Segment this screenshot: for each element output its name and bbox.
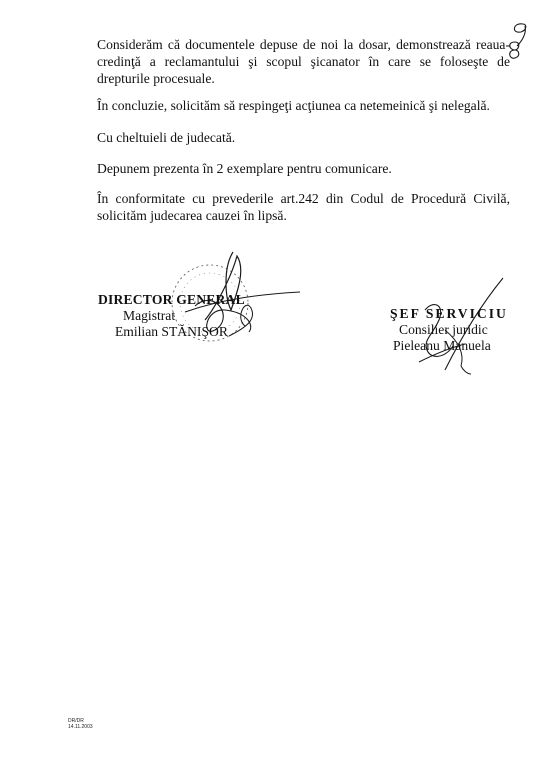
footer-code-line2: 14.11.2003 <box>68 724 93 730</box>
handwritten-page-number <box>505 20 544 70</box>
sef-name: Pieleanu Manuela <box>393 338 491 353</box>
paragraph-cheltuieli: Cu cheltuieli de judecată. <box>97 130 236 145</box>
footer-code-line1: DR/DR <box>68 718 84 724</box>
director-rank: Magistrat <box>123 308 176 323</box>
director-name: Emilian STĂNIŞOR <box>115 324 228 339</box>
paragraph-exemplare: Depunem prezenta în 2 exemplare pentru comunicare. <box>97 161 392 176</box>
paragraph-judecare-lipsa: În conformitate cu prevederile art.242 din Codul de Procedură Civilă, solicităm judecarea cauzei în lipsă. <box>97 191 510 223</box>
footer-code <box>68 718 93 730</box>
sef-rank: Consilier juridic <box>399 322 488 337</box>
director-title: DIRECTOR GENERAL <box>98 292 245 307</box>
sef-title: ŞEF SERVICIU <box>390 306 508 321</box>
paragraph-reaua-credinta: Considerăm că documentele depuse de noi la dosar, demonstrează reaua-credinţă a reclamantului şi scopul şicanator în care se foloseşte de drepturile procesuale. <box>97 37 510 86</box>
paragraph-concluzie: În concluzie, solicităm să respingeţi acţiunea ca netemeinică şi nelegală. <box>97 98 490 113</box>
